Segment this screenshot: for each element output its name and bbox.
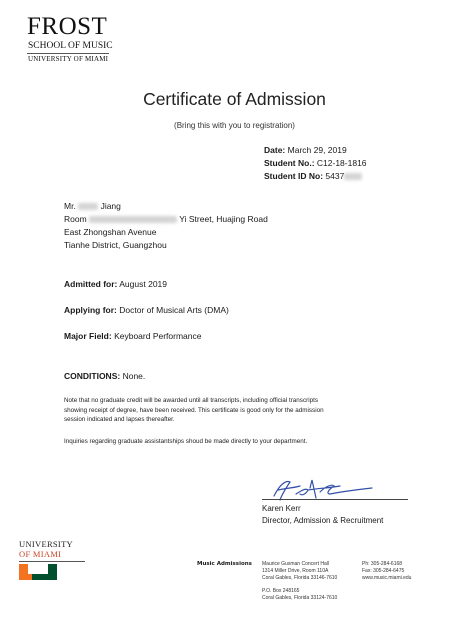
footer-fax: Fax: 305-284-6475 xyxy=(362,568,405,574)
school-of-music-label: SCHOOL OF MUSIC xyxy=(28,41,113,51)
document-title: Certificate of Admission xyxy=(143,89,326,109)
student-no-row xyxy=(264,159,367,168)
student-no-label: Student No.: xyxy=(264,158,315,168)
footer-mailing-address xyxy=(262,561,337,582)
assistantship-note: Inquiries regarding graduate assistantships shoud be made directly to your department. xyxy=(64,438,308,445)
footer-po-line: Coral Gables, Florida 33124-7610 xyxy=(262,595,338,601)
date-label: Date: xyxy=(264,145,286,155)
logo-divider xyxy=(27,53,109,54)
date-value: March 29, 2019 xyxy=(287,145,347,155)
address-street: Yi Street, Huajing Road xyxy=(179,214,268,224)
footer-po-line: P.O. Box 248165 xyxy=(262,588,300,594)
conditions-value: None. xyxy=(122,371,146,381)
u-logo-icon xyxy=(19,564,57,580)
signatory-name: Karen Kerr xyxy=(262,504,301,513)
applying-for-value: Doctor of Musical Arts (DMA) xyxy=(119,305,229,315)
major-field-label: Major Field: xyxy=(64,331,112,341)
admitted-for-label: Admitted for: xyxy=(64,279,118,289)
student-id-row xyxy=(264,172,362,181)
university-of-miami-label: UNIVERSITY OF MIAMI xyxy=(28,55,109,63)
footer-contact xyxy=(362,561,411,582)
address-surname: Jiang xyxy=(100,201,121,211)
footer-of-miami-label: OF MIAMI xyxy=(19,549,62,559)
credit-note xyxy=(64,396,409,425)
redacted-block xyxy=(344,173,362,180)
credit-note-line: Note that no graduate credit will be awarded until all transcripts, including official transcripts xyxy=(64,397,318,404)
footer-logo-divider xyxy=(19,561,85,562)
address-salutation: Mr. xyxy=(64,201,76,211)
applying-for-row xyxy=(64,306,229,315)
redacted-block xyxy=(78,203,98,210)
footer-po-box xyxy=(262,588,337,602)
credit-note-line: session indicated and lapses thereafter. xyxy=(64,416,175,424)
student-no-value: C12-18-1816 xyxy=(316,158,367,168)
signature-line xyxy=(262,499,408,500)
conditions-label: CONDITIONS: xyxy=(64,371,121,381)
major-field-row xyxy=(64,332,202,341)
admitted-for-value: August 2019 xyxy=(119,279,167,289)
admitted-for-row xyxy=(64,280,167,289)
conditions-row xyxy=(64,372,145,381)
address-line-3: East Zhongshan Avenue xyxy=(64,227,157,237)
address-room-label: Room xyxy=(64,214,87,224)
footer-phone: Ph: 305-284-6168 xyxy=(362,561,403,567)
footer-university-label: UNIVERSITY xyxy=(19,539,73,549)
frost-logo-wordmark: FROST xyxy=(27,13,108,40)
address-line-4: Tianhe District, Guangzhou xyxy=(64,240,167,250)
footer-address-line: Maurice Gusman Concert Hall xyxy=(262,561,329,567)
footer-website-link[interactable]: www.music.miami.edu xyxy=(362,575,412,581)
document-subtitle: (Bring this with you to registration) xyxy=(174,121,295,130)
student-id-value: 5437 xyxy=(325,171,345,181)
address-line-1 xyxy=(64,202,121,211)
date-row xyxy=(264,146,347,155)
applying-for-label: Applying for: xyxy=(64,305,117,315)
redacted-block xyxy=(89,216,177,223)
footer-address-line: Coral Gables, Florida 33146-7610 xyxy=(262,575,338,581)
major-field-value: Keyboard Performance xyxy=(114,331,202,341)
signatory-title: Director, Admission & Recruitment xyxy=(262,516,384,525)
student-id-label: Student ID No: xyxy=(264,171,324,181)
credit-note-line: showing receipt of degree, have been received. This certificate is good only for the admission xyxy=(64,406,324,414)
address-line-2 xyxy=(64,215,268,224)
footer-address-line: 1314 Miller Drive, Room 110A xyxy=(262,568,329,574)
music-admissions-label: Music Admissions xyxy=(197,561,252,567)
